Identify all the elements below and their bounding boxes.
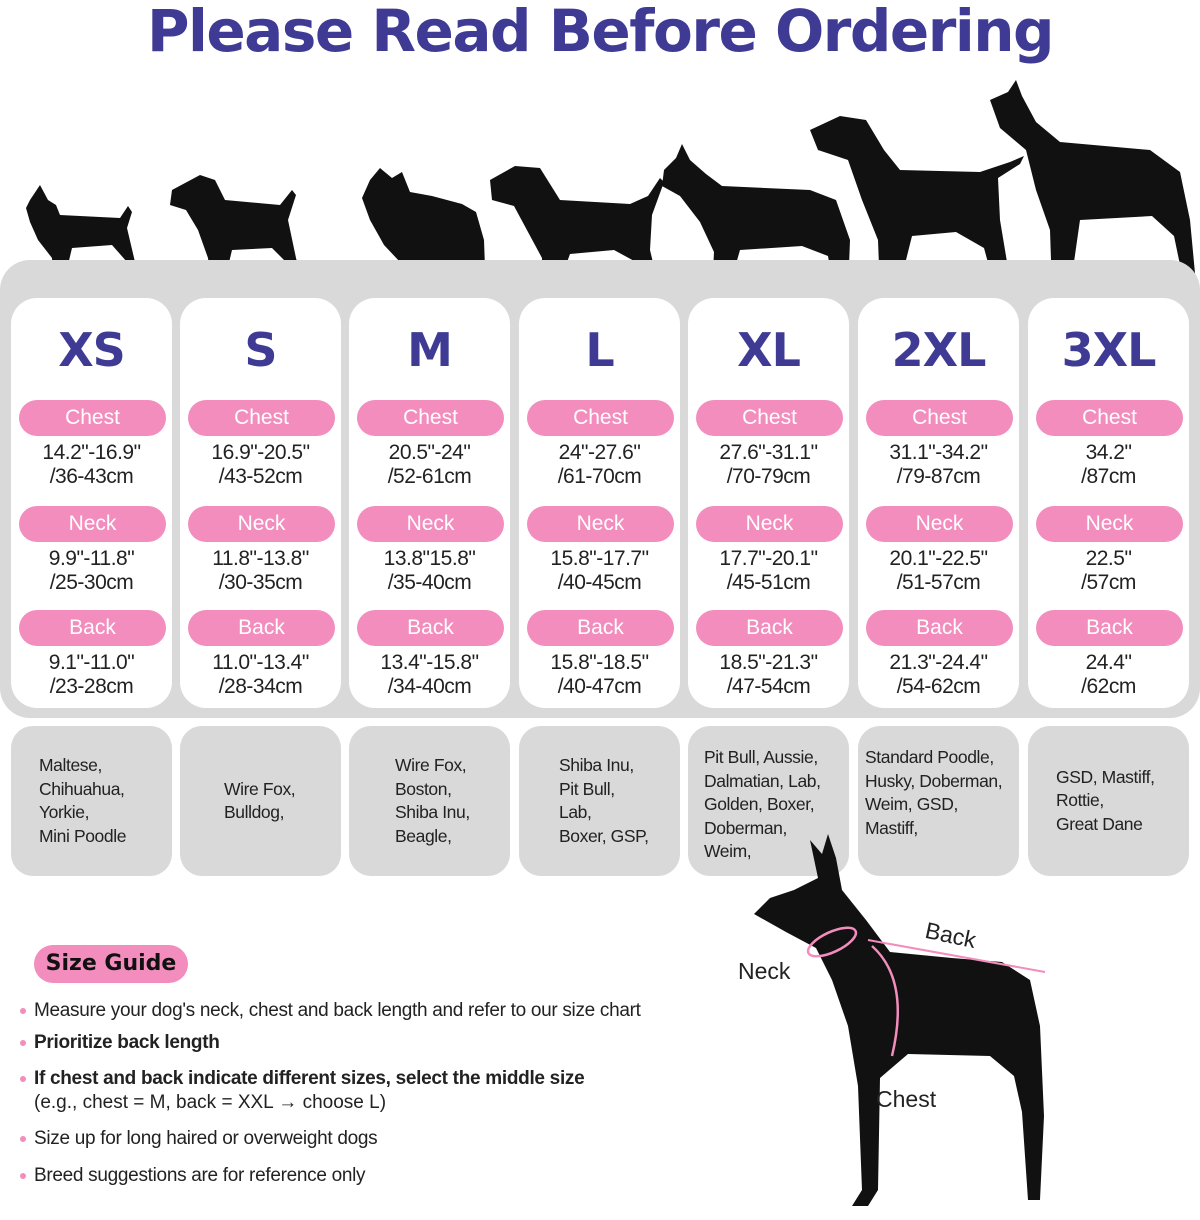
breed-item: Pit Bull, [559,778,615,799]
chest-cm: /61-70cm [557,465,642,488]
back-inches: 11.0"-13.4" [212,651,309,674]
size-guide-badge: Size Guide [34,945,188,983]
breed-item: Wire Fox, [224,778,296,799]
breed-item: Golden, Boxer, [704,794,815,814]
back-inches: 9.1"-11.0" [48,651,135,674]
guide-tip-3 [20,1067,584,1091]
chest-pill: Chest [188,400,335,436]
breed-item: Chihuahua, [39,778,125,799]
size-column-2xl [858,298,1019,708]
bullet-icon [20,1076,26,1082]
neck-cm: /40-45cm [557,571,642,594]
tip-text: Prioritize back length [34,1032,220,1053]
neck-pill: Neck [188,506,335,542]
breed-list [519,726,680,876]
size-label: XL [737,323,800,377]
tip-text: Measure your dog's neck, chest and back length and refer to our size chart [34,1000,641,1021]
breed-item: Lab, [559,802,592,822]
breed-list [180,726,341,876]
back-diagram-label: Back [922,916,979,954]
guide-tip-5 [20,1164,365,1188]
neck-cm: /35-40cm [387,571,472,594]
guide-tip-3-example: (e.g., chest = M, back = XXL → choose L) [34,1092,387,1113]
chest-pill: Chest [19,400,166,436]
neck-pill: Neck [1036,506,1183,542]
back-pill: Back [188,610,335,646]
tip-text: Size up for long haired or overweight dogs [34,1128,378,1149]
breed-item: Bulldog, [224,802,285,822]
size-label: 2XL [891,323,986,377]
back-cm: /23-28cm [49,675,134,698]
breed-item: Pit Bull, Aussie, [704,747,818,767]
breed-item: Mastiff, [865,817,918,838]
chest-cm: /79-87cm [896,465,981,488]
breed-item: Mini Poodle [39,825,127,846]
breed-box-xs [11,726,172,876]
chest-pill: Chest [357,400,504,436]
neck-inches: 9.9"-11.8" [48,547,135,570]
chest-inches: 31.1"-34.2" [889,441,988,464]
neck-inches: 11.8"-13.8" [212,547,309,570]
breed-item: Rottie, [1056,790,1104,811]
size-column-3xl [1028,298,1189,708]
breed-item: Doberman, [704,817,787,838]
bullet-icon [20,1008,26,1014]
size-column-m [349,298,510,708]
back-cm: /47-54cm [726,675,811,698]
back-inches: 18.5"-21.3" [719,651,818,674]
neck-cm: /45-51cm [726,571,811,594]
back-pill: Back [696,610,843,646]
breed-box-m [349,726,510,876]
neck-inches: 22.5" [1085,547,1132,570]
breed-item: Weim, GSD, [865,794,958,814]
breed-box-s [180,726,341,876]
bullet-icon [20,1173,26,1179]
breed-item: Shiba Inu, [559,755,634,775]
back-cm: /40-47cm [557,675,642,698]
back-cm: /34-40cm [387,675,472,698]
guide-tip-1 [20,999,641,1023]
tip-text: Breed suggestions are for reference only [34,1165,366,1186]
neck-inches: 13.8"15.8" [383,547,476,570]
breed-item: Boston, [395,778,452,799]
breed-item: Husky, Doberman, [865,770,1003,791]
size-label: S [244,323,277,377]
page-title: Please Read Before Ordering [146,0,1054,65]
guide-tip-4 [20,1127,377,1151]
breed-box-l [519,726,680,876]
neck-pill: Neck [19,506,166,542]
back-pill: Back [866,610,1013,646]
breed-list [349,726,510,876]
breed-item: Yorkie, [39,802,90,822]
chest-cm: /87cm [1081,465,1136,488]
chest-cm: /70-79cm [726,465,811,488]
chest-inches: 27.6"-31.1" [719,441,818,464]
bullet-icon [20,1136,26,1142]
neck-pill: Neck [357,506,504,542]
breed-item: Maltese, [39,755,102,775]
back-inches: 15.8"-18.5" [550,651,649,674]
breed-item: Boxer, GSP, [559,825,649,846]
breed-list [11,726,172,876]
breed-item: Beagle, [395,825,452,846]
chest-inches: 34.2" [1085,441,1132,464]
chest-pill: Chest [1036,400,1183,436]
size-label: 3XL [1061,323,1156,377]
breed-item: Great Dane [1056,813,1143,834]
neck-pill: Neck [696,506,843,542]
chest-inches: 24"-27.6" [558,441,641,464]
chest-cm: /52-61cm [387,465,472,488]
neck-cm: /30-35cm [218,571,303,594]
breed-item: Dalmatian, Lab, [704,770,821,791]
chest-pill: Chest [866,400,1013,436]
chest-pill: Chest [696,400,843,436]
back-cm: /54-62cm [896,675,981,698]
chest-cm: /43-52cm [218,465,303,488]
back-pill: Back [1036,610,1183,646]
back-pill: Back [527,610,674,646]
breed-item: Wire Fox, [395,755,467,775]
great-dane-measurement-icon [740,830,1060,1215]
breed-item: Weim, [704,841,752,861]
size-column-l [519,298,680,708]
guide-tip-2 [20,1031,220,1055]
size-label: XS [58,323,125,377]
back-inches: 21.3"-24.4" [889,651,988,674]
size-label: L [585,323,614,377]
chest-inches: 16.9"-20.5" [211,441,310,464]
neck-cm: /57cm [1081,571,1136,594]
chest-cm: /36-43cm [49,465,134,488]
size-column-s [180,298,341,708]
chest-inches: 20.5"-24" [388,441,471,464]
back-pill: Back [357,610,504,646]
back-pill: Back [19,610,166,646]
neck-cm: /51-57cm [896,571,981,594]
tip-text: If chest and back indicate different sizes, select the middle size [34,1068,585,1089]
size-label: M [407,323,452,377]
back-inches: 24.4" [1085,651,1132,674]
chest-pill: Chest [527,400,674,436]
back-cm: /28-34cm [218,675,303,698]
chest-inches: 14.2"-16.9" [42,441,141,464]
breed-item: Shiba Inu, [395,802,470,822]
size-column-xl [688,298,849,708]
neck-inches: 15.8"-17.7" [550,547,649,570]
back-cm: /62cm [1081,675,1136,698]
chest-diagram-label: Chest [876,1086,937,1112]
neck-diagram-label: Neck [738,958,791,984]
back-inches: 13.4"-15.8" [380,651,479,674]
bullet-icon [20,1040,26,1046]
breed-item: GSD, Mastiff, [1056,766,1155,787]
breed-item: Standard Poodle, [865,747,994,767]
neck-pill: Neck [527,506,674,542]
neck-inches: 20.1"-22.5" [889,547,988,570]
neck-pill: Neck [866,506,1013,542]
neck-cm: /25-30cm [49,571,134,594]
dog-silhouette-3xl-icon [990,80,1196,290]
size-column-xs [11,298,172,708]
neck-inches: 17.7"-20.1" [719,547,818,570]
